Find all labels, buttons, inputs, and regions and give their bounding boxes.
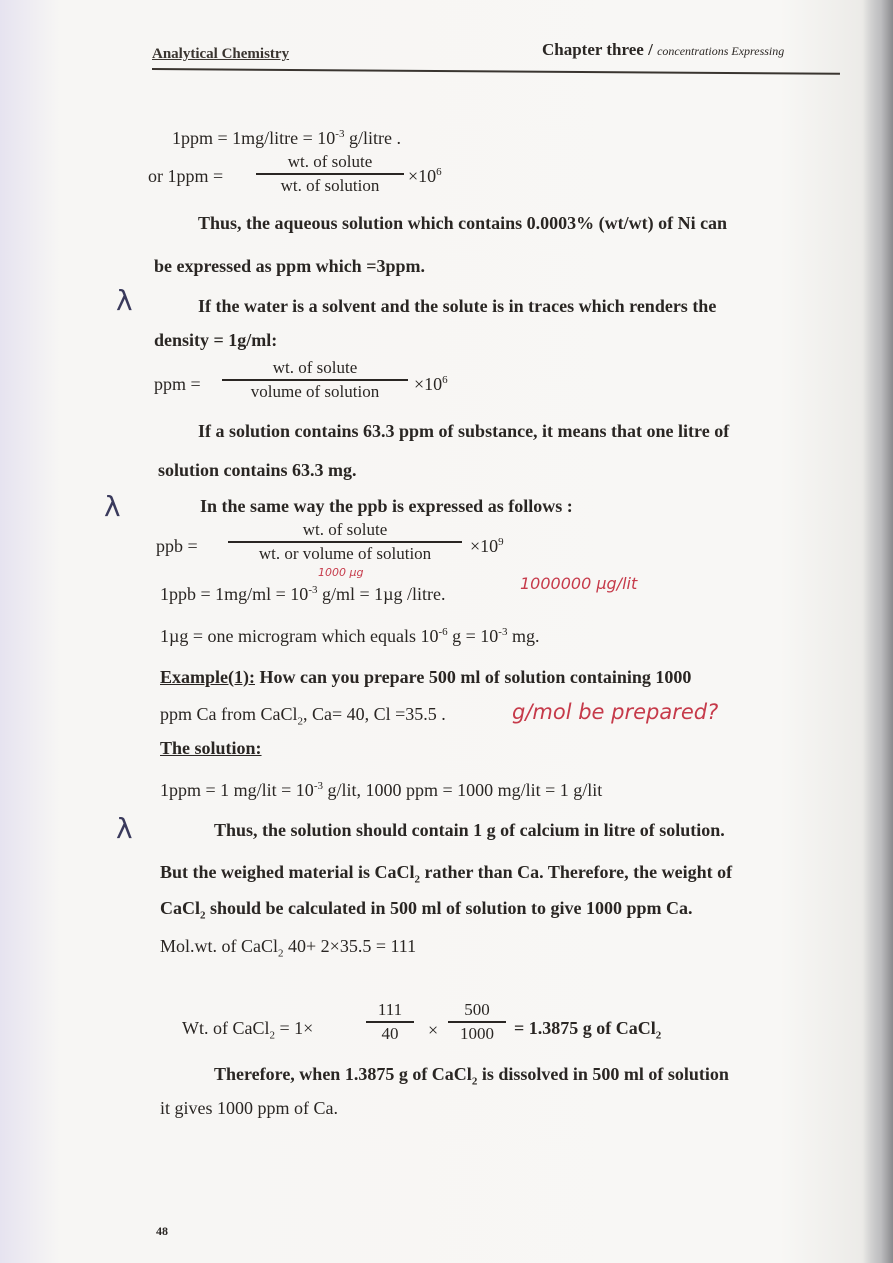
microgram-definition-line: 1µg = one microgram which equals $10^{-6}$ $g = 10^{-3}$ mg.: [160, 626, 540, 646]
example-1-line: Example(1): How can you prepare 500 ml of solution containing 1000: [160, 667, 692, 687]
eq2-prefix: ppm =: [154, 374, 201, 394]
eq1-multiplier: $\times 10^6$: [408, 166, 442, 186]
book-binding-shadow: [863, 0, 893, 1263]
running-header-right: Chapter three / concentrations Expressing: [542, 40, 785, 59]
margin-check-mark-3: λ: [116, 812, 133, 845]
paragraph-3: If a solution contains 63.3 ppm of substance, it means that one litre of: [198, 421, 730, 441]
paragraph-2: If the water is a solvent and the solute is in traces which renders the: [198, 296, 717, 316]
solution-ppm-line: 1ppm = 1 $mg/lit = 10^{-3}$ g/lit, 1000 ppm = 1000 mg/lit = 1 g/lit: [160, 780, 603, 800]
handwritten-note-ug-per-lit: 1000000 µg/lit: [520, 574, 638, 593]
solution-heading: The solution:: [160, 738, 262, 758]
ppb-definition-line: $1ppb = 1mg/ml = 10^{-3}$ g/ml = 1µg /litre.: [160, 584, 446, 604]
eq4-fraction-1: 111 40: [366, 1000, 414, 1044]
paragraph-2-cont: density = 1g/ml:: [154, 330, 278, 350]
header-rule: [152, 68, 840, 75]
running-header-left: Analytical Chemistry: [152, 46, 290, 62]
handwritten-note-question: g/mol be prepared?: [512, 700, 719, 724]
ppm-definition-line: 1ppm = 1mg/litre = $10^{-3}$ g/litre .: [172, 128, 401, 148]
eq2-multiplier: $\times 10^6$: [414, 374, 448, 394]
paragraph-4: In the same way the ppb is expressed as follows :: [200, 496, 573, 516]
eq4-times: ×: [428, 1020, 439, 1040]
paragraph-3-cont: solution contains 63.3 mg.: [158, 460, 357, 480]
paragraph-6-cont: it gives 1000 ppm of Ca.: [160, 1098, 338, 1118]
eq3-prefix: ppb =: [156, 536, 198, 556]
paragraph-1: Thus, the aqueous solution which contains 0.0003% (wt/wt) of Ni can: [198, 213, 728, 233]
eq3-fraction: wt. of solute wt. or volume of solution: [228, 520, 462, 564]
paragraph-1-cont: be expressed as ppm which =3ppm.: [154, 256, 425, 276]
eq4-prefix: Wt. of CaCl$_2$ = 1×: [182, 1018, 314, 1042]
paragraph-5-line-3: CaCl$_2$ should be calculated in 500 ml of solution to give 1000 ppm Ca.: [160, 898, 693, 922]
eq4-fraction-2: 500 1000: [448, 1000, 506, 1044]
handwritten-note-ug: 1000 µg: [318, 566, 364, 579]
eq3-multiplier: $\times 10^9$: [470, 536, 504, 556]
margin-check-mark: λ: [116, 284, 133, 317]
eq2-fraction: wt. of solute volume of solution: [222, 358, 408, 402]
page-number: 48: [156, 1224, 168, 1238]
eq4-result: = 1.3875 g of CaCl$_2$: [514, 1018, 662, 1042]
margin-check-mark-2: λ: [104, 490, 121, 523]
example-1-line-2: ppm Ca from CaCl$_2$, Ca= 40, Cl =35.5 .: [160, 704, 446, 728]
paragraph-5-line-2: But the weighed material is CaCl$_2$ rather than Ca. Therefore, the weight of: [160, 862, 733, 886]
paragraph-5: Thus, the solution should contain 1 g of calcium in litre of solution.: [214, 820, 725, 840]
eq1-fraction: wt. of solute wt. of solution: [256, 152, 404, 196]
eq1-prefix: or 1ppm =: [148, 166, 224, 186]
molecular-weight-line: Mol.wt. of CaCl$_2$ 40+ 2×35.5 = 111: [160, 936, 417, 960]
paragraph-6: Therefore, when 1.3875 g of CaCl$_2$ is dissolved in 500 ml of solution: [214, 1064, 729, 1088]
